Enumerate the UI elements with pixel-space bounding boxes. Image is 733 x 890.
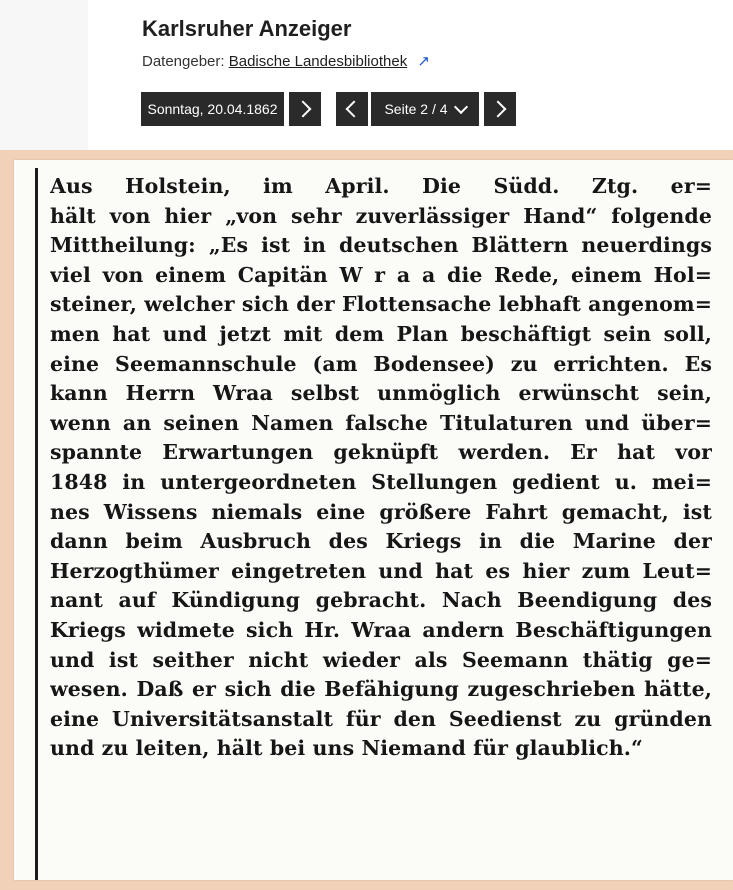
- article-line: Kriegs widmete sich Hr. Wraa andern Beschäftigungen: [50, 617, 712, 642]
- chevron-down-icon: [453, 99, 467, 113]
- article-line: kann Herrn Wraa selbst unmöglich erwünscht sein,: [50, 381, 712, 406]
- article-line: Herzogthümer eingetreten und hat es hier zum Leut=: [50, 558, 712, 583]
- provider-link[interactable]: Badische Landesbibliothek: [228, 53, 408, 70]
- chevron-right-icon: [490, 101, 507, 118]
- article-line: eine Seemannschule (am Bodensee) zu errichten. Es: [50, 351, 712, 376]
- previous-page-button[interactable]: [336, 92, 368, 126]
- next-issue-button[interactable]: [289, 92, 321, 126]
- data-provider: [142, 52, 430, 70]
- article-line: und zu leiten, hält bei uns Niemand für glaublich.“: [50, 736, 643, 761]
- page-select-dropdown[interactable]: [371, 92, 479, 126]
- article-line: viel von einem Capitän W r a a die Rede, einem Hol=: [50, 262, 712, 287]
- next-page-button[interactable]: [484, 92, 516, 126]
- issue-navigation: [0, 92, 733, 126]
- article-line: 1848 in untergeordneten Stellungen gedient u. mei=: [50, 469, 712, 494]
- article-line: eine Universitätsanstalt für den Seedienst zu gründen: [50, 706, 712, 731]
- article-line: und ist seither nicht wieder als Seemann thätig ge=: [50, 647, 712, 672]
- article-line: nant auf Kündigung gebracht. Nach Beendigung des: [50, 588, 712, 613]
- external-link-icon: ↗: [417, 53, 430, 70]
- article-line: nes Wissens niemals eine größere Fahrt gemacht, ist: [50, 499, 712, 524]
- article-line: dann beim Ausbruch des Kriegs in die Marine der: [50, 529, 712, 554]
- article-line: men hat und jetzt mit dem Plan beschäftigt sein soll,: [50, 321, 712, 346]
- provider-label: Datengeber:: [142, 53, 225, 70]
- chevron-right-icon: [295, 101, 312, 118]
- page-select-label: Seite 2 / 4: [384, 101, 448, 117]
- newspaper-scan: [14, 160, 733, 880]
- newspaper-title: Karlsruher Anzeiger: [142, 16, 352, 41]
- chevron-left-icon: [346, 101, 363, 118]
- article-line: wenn an seinen Namen falsche Titulaturen und über=: [50, 410, 712, 435]
- article-line: Aus Holstein, im April. Die Südd. Ztg. er=: [50, 174, 712, 198]
- article-line: spannte Erwartungen geknüpft werden. Er hat vor: [50, 440, 712, 465]
- article-line: steiner, welcher sich der Flottensache lebhaft angenom=: [50, 292, 712, 317]
- header-side-strip: [0, 0, 88, 150]
- viewer-header: [0, 0, 733, 150]
- column-rule: [35, 168, 38, 880]
- article-line: Mittheilung: „Es ist in deutschen Blättern neuerdings: [50, 233, 712, 258]
- article-line: wesen. Daß er sich die Befähigung zugeschrieben hätte,: [50, 677, 712, 702]
- article-text: [50, 172, 712, 764]
- date-select-button[interactable]: Sonntag, 20.04.1862: [141, 92, 284, 126]
- article-line: hält von hier „von sehr zuverlässiger Hand“ folgende: [50, 203, 712, 228]
